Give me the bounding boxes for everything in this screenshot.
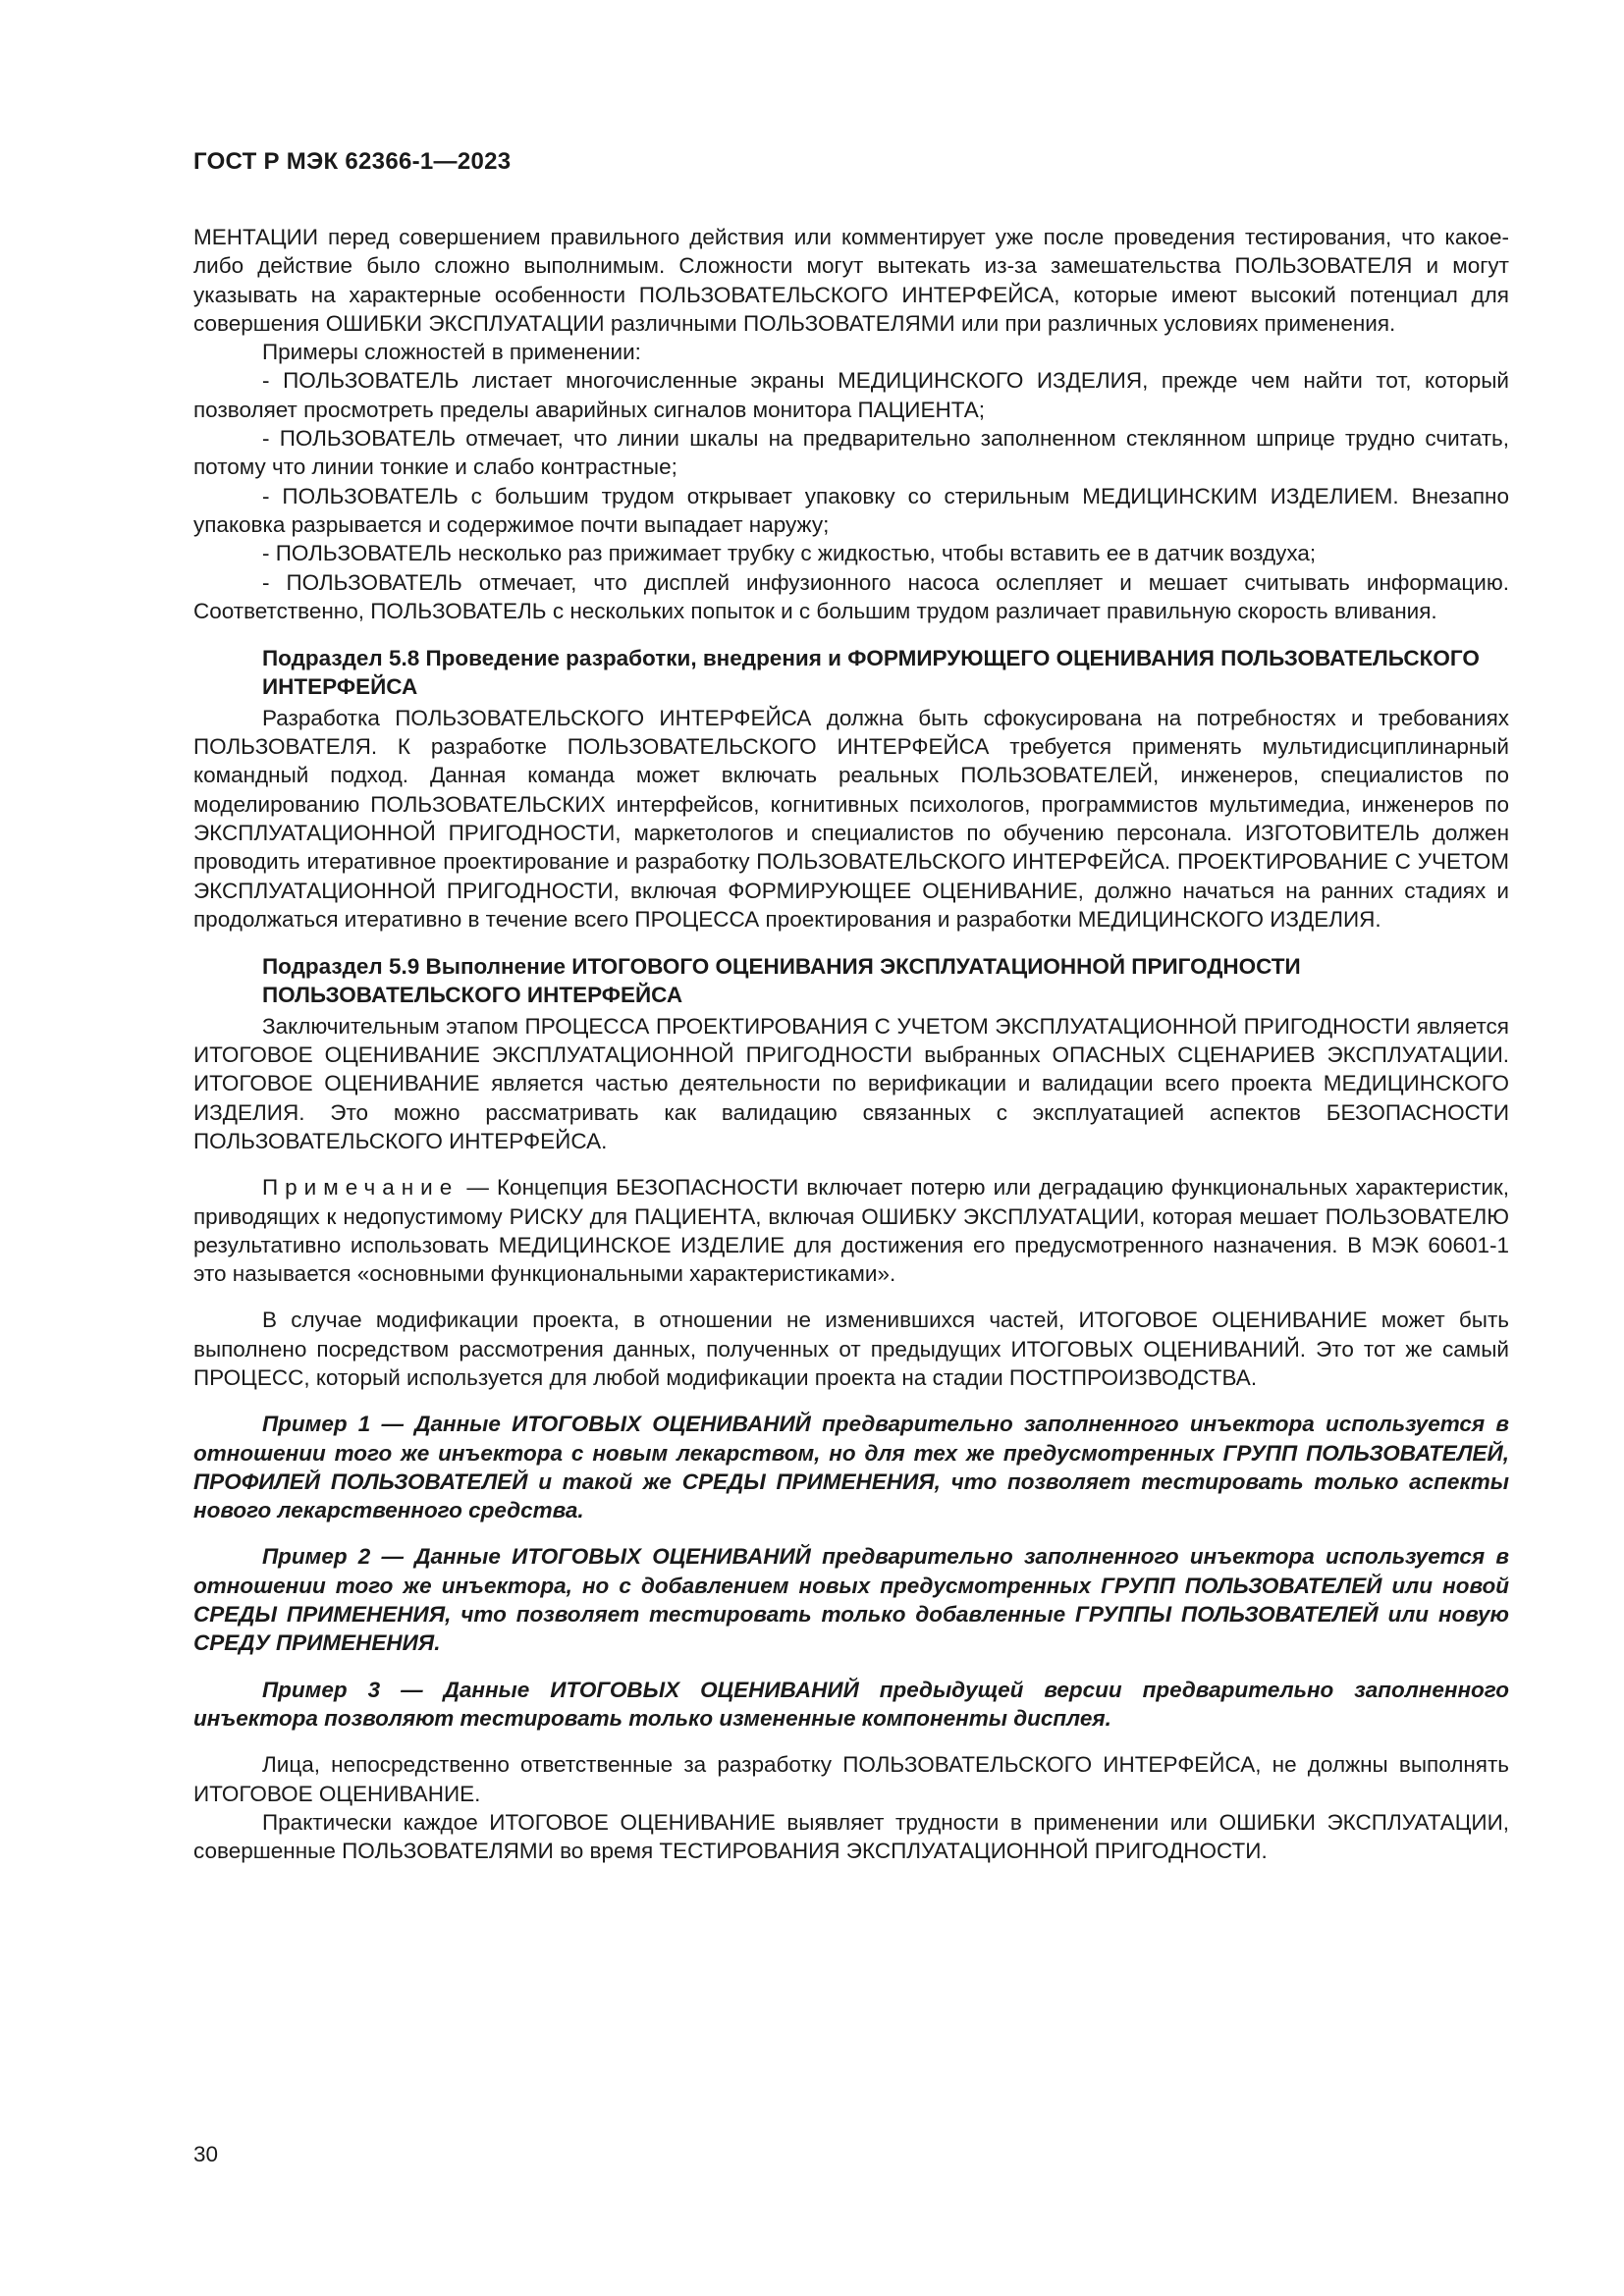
section-5-9-heading: Подраздел 5.9 Выполнение ИТОГОВОГО ОЦЕНИВАНИЯ ЭКСПЛУАТАЦИОННОЙ ПРИГОДНОСТИ ПОЛЬЗОВАТЕЛЬСКОГО ИНТЕРФЕЙСА <box>262 954 1301 1008</box>
example-3: Пример 3 — Данные ИТОГОВЫХ ОЦЕНИВАНИЙ предыдущей версии предварительно заполненного инъектора позволяют тестировать только измененные компоненты дисплея. <box>193 1677 1509 1731</box>
difficulty-item: - ПОЛЬЗОВАТЕЛЬ с большим трудом открывает упаковку со стерильным МЕДИЦИНСКИМ ИЗДЕЛИЕМ. Внезапно упаковка разрывается и содержимое почти выпадает наружу; <box>193 483 1509 537</box>
difficulty-item: - ПОЛЬЗОВАТЕЛЬ листает многочисленные экраны МЕДИЦИНСКОГО ИЗДЕЛИЯ, прежде чем найти тот, который позволяет просмотреть пределы аварийных сигналов монитора ПАЦИЕНТА; <box>193 368 1509 422</box>
page-number: 30 <box>193 2142 219 2166</box>
note-paragraph <box>193 1173 1509 1288</box>
section-5-8-body: Разработка ПОЛЬЗОВАТЕЛЬСКОГО ИНТЕРФЕЙСА должна быть сфокусирована на потребностях и требованиях ПОЛЬЗОВАТЕЛЯ. К разработке ПОЛЬЗОВАТЕЛЬСКОГО ИНТЕРФЕЙСА требуется применять мультидисциплинарный командный подход. Данная команда может включать реальных ПОЛЬЗОВАТЕЛЕЙ, инженеров, специалистов по моделированию ПОЛЬЗОВАТЕЛЬСКИХ интерфейсов, когнитивных психологов, программистов мультимедиа, инженеров по ЭКСПЛУАТАЦИОННОЙ ПРИГОДНОСТИ, маркетологов и специалистов по обучению персонала. ИЗГОТОВИТЕЛЬ должен проводить итеративное проектирование и разработку ПОЛЬЗОВАТЕЛЬСКОГО ИНТЕРФЕЙСА. ПРОЕКТИРОВАНИЕ С УЧЕТОМ ЭКСПЛУАТАЦИОННОЙ ПРИГОДНОСТИ, включая ФОРМИРУЮЩЕЕ ОЦЕНИВАНИЕ, должно начаться на ранних стадиях и продолжаться итеративно в течение всего ПРОЦЕССА проектирования и разработки МЕДИЦИНСКОГО ИЗДЕЛИЯ. <box>193 705 1509 932</box>
section-5-9-body: Заключительным этапом ПРОЦЕССА ПРОЕКТИРОВАНИЯ С УЧЕТОМ ЭКСПЛУАТАЦИОННОЙ ПРИГОДНОСТИ является ИТОГОВОЕ ОЦЕНИВАНИЕ ЭКСПЛУАТАЦИОННОЙ ПРИГОДНОСТИ выбранных ОПАСНЫХ СЦЕНАРИЕВ ЭКСПЛУАТАЦИИ. ИТОГОВОЕ ОЦЕНИВАНИЕ является частью деятельности по верификации и валидации всего проекта МЕДИЦИНСКОГО ИЗДЕЛИЯ. Это можно рассматривать как валидацию связанных с эксплуатацией аспектов БЕЗОПАСНОСТИ ПОЛЬЗОВАТЕЛЬСКОГО ИНТЕРФЕЙСА. <box>193 1013 1509 1153</box>
section-5-8-heading: Подраздел 5.8 Проведение разработки, внедрения и ФОРМИРУЮЩЕГО ОЦЕНИВАНИЯ ПОЛЬЗОВАТЕЛЬСКОГО ИНТЕРФЕЙСА <box>262 646 1480 700</box>
difficulty-item: - ПОЛЬЗОВАТЕЛЬ отмечает, что дисплей инфузионного насоса ослепляет и мешает считывать информацию. Соответственно, ПОЛЬЗОВАТЕЛЬ с нескольких попыток и с большим трудом различает правильную скорость вливания. <box>193 569 1509 623</box>
standard-header: ГОСТ Р МЭК 62366-1—2023 <box>193 148 512 175</box>
difficulty-item: - ПОЛЬЗОВАТЕЛЬ отмечает, что линии шкалы на предварительно заполненном стеклянном шприце трудно считать, потому что линии тонкие и слабо контрастные; <box>193 426 1509 480</box>
examples-intro: Примеры сложностей в применении: <box>262 340 641 365</box>
difficulty-item: - ПОЛЬЗОВАТЕЛЬ несколько раз прижимает трубку с жидкостью, чтобы вставить ее в датчик воздуха; <box>262 541 1317 566</box>
note-text: — Концепция БЕЗОПАСНОСТИ включает потерю или деградацию функциональных характеристик, приводящих к недопустимому РИСКУ для ПАЦИЕНТА, включая ОШИБКУ ЭКСПЛУАТАЦИИ, которая мешает ПОЛЬЗОВАТЕЛЮ результативно использовать МЕДИЦИНСКОЕ ИЗДЕЛИЕ для достижения его предусмотренного назначения. В МЭК 60601-1 это называется «основными функциональными характеристиками». <box>193 1175 1509 1287</box>
modification-paragraph: В случае модификации проекта, в отношении не изменившихся частей, ИТОГОВОЕ ОЦЕНИВАНИЕ может быть выполнено посредством рассмотрения данных, полученных от предыдущих ИТОГОВЫХ ОЦЕНИВАНИЙ. Это тот же самый ПРОЦЕСС, который используется для любой модификации проекта на стадии ПОСТПРОИЗВОДСТВА. <box>193 1308 1509 1390</box>
example-2: Пример 2 — Данные ИТОГОВЫХ ОЦЕНИВАНИЙ предварительно заполненного инъектора используется в отношении того же инъектора, но с добавлением новых предусмотренных ГРУПП ПОЛЬЗОВАТЕЛЕЙ или новой СРЕДЫ ПРИМЕНЕНИЯ, что позволяет тестировать только добавленные ГРУППЫ ПОЛЬЗОВАТЕЛЕЙ или новую СРЕДУ ПРИМЕНЕНИЯ. <box>193 1544 1509 1656</box>
note-label: Примечание <box>262 1175 460 1201</box>
intro-paragraph: МЕНТАЦИИ перед совершением правильного действия или комментирует уже после проведения тестирования, что какое-либо действие было сложно выполнимым. Сложности могут вытекать из-за замешательства ПОЛЬЗОВАТЕЛЯ и могут указывать на характерные особенности ПОЛЬЗОВАТЕЛЬСКОГО ИНТЕРФЕЙСА, которые имеют высокий потенциал для совершения ОШИБКИ ЭКСПЛУАТАЦИИ различными ПОЛЬЗОВАТЕЛЯМИ или при различных условиях применения. <box>193 225 1509 336</box>
example-1: Пример 1 — Данные ИТОГОВЫХ ОЦЕНИВАНИЙ предварительно заполненного инъектора используется в отношении того же инъектора с новым лекарством, но для тех же предусмотренных ГРУПП ПОЛЬЗОВАТЕЛЕЙ, ПРОФИЛЕЙ ПОЛЬЗОВАТЕЛЕЙ и такой же СРЕДЫ ПРИМЕНЕНИЯ, что позволяет тестировать только аспекты нового лекарственного средства. <box>193 1412 1509 1523</box>
persons-paragraph: Лица, непосредственно ответственные за разработку ПОЛЬЗОВАТЕЛЬСКОГО ИНТЕРФЕЙСА, не должны выполнять ИТОГОВОЕ ОЦЕНИВАНИЕ. <box>193 1752 1509 1806</box>
final-paragraph: Практически каждое ИТОГОВОЕ ОЦЕНИВАНИЕ выявляет трудности в применении или ОШИБКИ ЭКСПЛУАТАЦИИ, совершенные ПОЛЬЗОВАТЕЛЯМИ во время ТЕСТИРОВАНИЯ ЭКСПЛУАТАЦИОННОЙ ПРИГОДНОСТИ. <box>193 1809 1509 1864</box>
page-content <box>193 223 1509 1865</box>
